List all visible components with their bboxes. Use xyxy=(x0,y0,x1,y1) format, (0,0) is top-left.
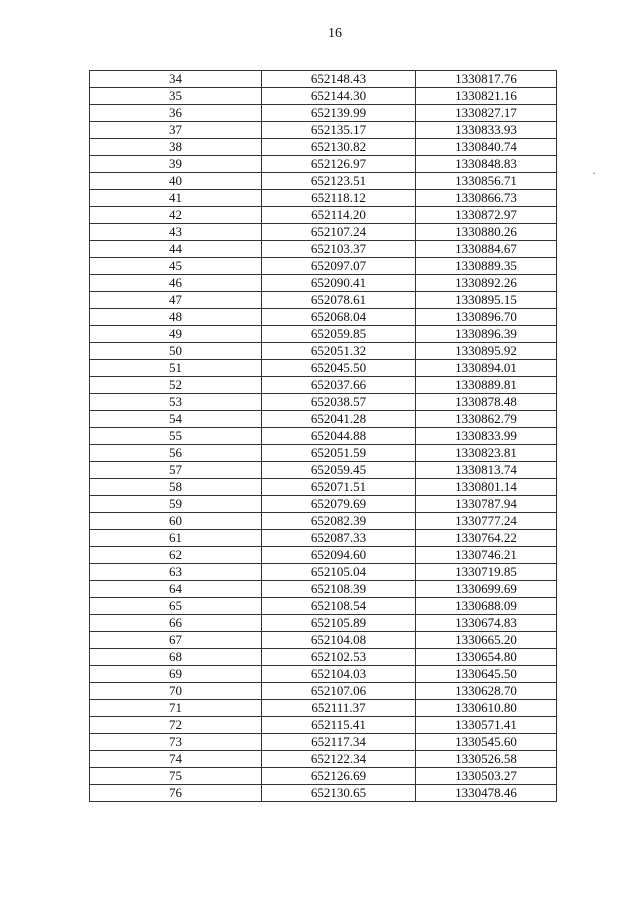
y-coordinate-cell: 1330896.70 xyxy=(416,309,557,326)
y-coordinate-cell: 1330746.21 xyxy=(416,547,557,564)
table-row xyxy=(90,360,557,377)
point-number-cell: 35 xyxy=(90,88,262,105)
point-number-cell: 58 xyxy=(90,479,262,496)
x-coordinate-cell: 652126.69 xyxy=(262,768,416,785)
table-row xyxy=(90,598,557,615)
point-number-cell: 56 xyxy=(90,445,262,462)
point-number-cell: 50 xyxy=(90,343,262,360)
y-coordinate-cell: 1330895.92 xyxy=(416,343,557,360)
x-coordinate-cell: 652104.03 xyxy=(262,666,416,683)
table-row xyxy=(90,71,557,88)
x-coordinate-cell: 652094.60 xyxy=(262,547,416,564)
y-coordinate-cell: 1330862.79 xyxy=(416,411,557,428)
x-coordinate-cell: 652051.32 xyxy=(262,343,416,360)
y-coordinate-cell: 1330764.22 xyxy=(416,530,557,547)
y-coordinate-cell: 1330821.16 xyxy=(416,88,557,105)
point-number-cell: 47 xyxy=(90,292,262,309)
x-coordinate-cell: 652105.89 xyxy=(262,615,416,632)
table-row xyxy=(90,462,557,479)
point-number-cell: 60 xyxy=(90,513,262,530)
x-coordinate-cell: 652107.24 xyxy=(262,224,416,241)
x-coordinate-cell: 652051.59 xyxy=(262,445,416,462)
point-number-cell: 59 xyxy=(90,496,262,513)
x-coordinate-cell: 652068.04 xyxy=(262,309,416,326)
point-number-cell: 44 xyxy=(90,241,262,258)
table-row xyxy=(90,513,557,530)
x-coordinate-cell: 652041.28 xyxy=(262,411,416,428)
y-coordinate-cell: 1330801.14 xyxy=(416,479,557,496)
point-number-cell: 37 xyxy=(90,122,262,139)
table-row xyxy=(90,343,557,360)
y-coordinate-cell: 1330777.24 xyxy=(416,513,557,530)
y-coordinate-cell: 1330880.26 xyxy=(416,224,557,241)
point-number-cell: 46 xyxy=(90,275,262,292)
x-coordinate-cell: 652059.85 xyxy=(262,326,416,343)
point-number-cell: 55 xyxy=(90,428,262,445)
y-coordinate-cell: 1330699.69 xyxy=(416,581,557,598)
point-number-cell: 65 xyxy=(90,598,262,615)
y-coordinate-cell: 1330827.17 xyxy=(416,105,557,122)
y-coordinate-cell: 1330813.74 xyxy=(416,462,557,479)
table-row xyxy=(90,258,557,275)
table-row xyxy=(90,394,557,411)
point-number-cell: 45 xyxy=(90,258,262,275)
table-row xyxy=(90,615,557,632)
point-number-cell: 53 xyxy=(90,394,262,411)
point-number-cell: 48 xyxy=(90,309,262,326)
x-coordinate-cell: 652059.45 xyxy=(262,462,416,479)
y-coordinate-cell: 1330654.80 xyxy=(416,649,557,666)
table-row xyxy=(90,564,557,581)
table-row xyxy=(90,530,557,547)
point-number-cell: 66 xyxy=(90,615,262,632)
point-number-cell: 67 xyxy=(90,632,262,649)
y-coordinate-cell: 1330895.15 xyxy=(416,292,557,309)
y-coordinate-cell: 1330645.50 xyxy=(416,666,557,683)
table-row xyxy=(90,241,557,258)
x-coordinate-cell: 652108.54 xyxy=(262,598,416,615)
point-number-cell: 39 xyxy=(90,156,262,173)
table-row xyxy=(90,547,557,564)
y-coordinate-cell: 1330719.85 xyxy=(416,564,557,581)
table-row xyxy=(90,649,557,666)
table-row xyxy=(90,122,557,139)
x-coordinate-cell: 652111.37 xyxy=(262,700,416,717)
x-coordinate-cell: 652090.41 xyxy=(262,275,416,292)
table-row xyxy=(90,700,557,717)
page-number: 16 xyxy=(328,26,342,41)
point-number-cell: 74 xyxy=(90,751,262,768)
y-coordinate-cell: 1330817.76 xyxy=(416,71,557,88)
x-coordinate-cell: 652130.65 xyxy=(262,785,416,802)
table-row xyxy=(90,411,557,428)
table-row xyxy=(90,734,557,751)
y-coordinate-cell: 1330833.93 xyxy=(416,122,557,139)
x-coordinate-cell: 652108.39 xyxy=(262,581,416,598)
x-coordinate-cell: 652117.34 xyxy=(262,734,416,751)
y-coordinate-cell: 1330866.73 xyxy=(416,190,557,207)
y-coordinate-cell: 1330823.81 xyxy=(416,445,557,462)
coordinates-table-body xyxy=(90,71,557,802)
coordinates-table xyxy=(89,70,557,802)
x-coordinate-cell: 652037.66 xyxy=(262,377,416,394)
point-number-cell: 38 xyxy=(90,139,262,156)
table-row xyxy=(90,88,557,105)
y-coordinate-cell: 1330665.20 xyxy=(416,632,557,649)
table-row xyxy=(90,785,557,802)
table-row xyxy=(90,190,557,207)
point-number-cell: 72 xyxy=(90,717,262,734)
point-number-cell: 49 xyxy=(90,326,262,343)
point-number-cell: 41 xyxy=(90,190,262,207)
table-row xyxy=(90,751,557,768)
point-number-cell: 75 xyxy=(90,768,262,785)
x-coordinate-cell: 652097.07 xyxy=(262,258,416,275)
x-coordinate-cell: 652103.37 xyxy=(262,241,416,258)
x-coordinate-cell: 652087.33 xyxy=(262,530,416,547)
point-number-cell: 64 xyxy=(90,581,262,598)
point-number-cell: 62 xyxy=(90,547,262,564)
point-number-cell: 40 xyxy=(90,173,262,190)
y-coordinate-cell: 1330833.99 xyxy=(416,428,557,445)
table-row xyxy=(90,207,557,224)
y-coordinate-cell: 1330503.27 xyxy=(416,768,557,785)
table-row xyxy=(90,105,557,122)
point-number-cell: 43 xyxy=(90,224,262,241)
table-row xyxy=(90,224,557,241)
x-coordinate-cell: 652148.43 xyxy=(262,71,416,88)
y-coordinate-cell: 1330478.46 xyxy=(416,785,557,802)
x-coordinate-cell: 652139.99 xyxy=(262,105,416,122)
y-coordinate-cell: 1330889.35 xyxy=(416,258,557,275)
x-coordinate-cell: 652082.39 xyxy=(262,513,416,530)
table-row xyxy=(90,292,557,309)
x-coordinate-cell: 652126.97 xyxy=(262,156,416,173)
table-row xyxy=(90,666,557,683)
y-coordinate-cell: 1330688.09 xyxy=(416,598,557,615)
table-row xyxy=(90,173,557,190)
x-coordinate-cell: 652045.50 xyxy=(262,360,416,377)
table-row xyxy=(90,581,557,598)
y-coordinate-cell: 1330892.26 xyxy=(416,275,557,292)
y-coordinate-cell: 1330526.58 xyxy=(416,751,557,768)
x-coordinate-cell: 652107.06 xyxy=(262,683,416,700)
y-coordinate-cell: 1330848.83 xyxy=(416,156,557,173)
y-coordinate-cell: 1330610.80 xyxy=(416,700,557,717)
x-coordinate-cell: 652123.51 xyxy=(262,173,416,190)
y-coordinate-cell: 1330840.74 xyxy=(416,139,557,156)
x-coordinate-cell: 652071.51 xyxy=(262,479,416,496)
point-number-cell: 57 xyxy=(90,462,262,479)
table-row xyxy=(90,139,557,156)
stray-mark: · xyxy=(592,166,596,180)
table-row xyxy=(90,377,557,394)
table-row xyxy=(90,683,557,700)
y-coordinate-cell: 1330872.97 xyxy=(416,207,557,224)
x-coordinate-cell: 652115.41 xyxy=(262,717,416,734)
point-number-cell: 69 xyxy=(90,666,262,683)
table-row xyxy=(90,309,557,326)
table-row xyxy=(90,768,557,785)
y-coordinate-cell: 1330787.94 xyxy=(416,496,557,513)
table-row xyxy=(90,275,557,292)
y-coordinate-cell: 1330889.81 xyxy=(416,377,557,394)
y-coordinate-cell: 1330628.70 xyxy=(416,683,557,700)
point-number-cell: 42 xyxy=(90,207,262,224)
x-coordinate-cell: 652078.61 xyxy=(262,292,416,309)
x-coordinate-cell: 652122.34 xyxy=(262,751,416,768)
y-coordinate-cell: 1330894.01 xyxy=(416,360,557,377)
x-coordinate-cell: 652102.53 xyxy=(262,649,416,666)
table-row xyxy=(90,428,557,445)
point-number-cell: 76 xyxy=(90,785,262,802)
point-number-cell: 36 xyxy=(90,105,262,122)
table-row xyxy=(90,445,557,462)
point-number-cell: 34 xyxy=(90,71,262,88)
table-row xyxy=(90,326,557,343)
x-coordinate-cell: 652114.20 xyxy=(262,207,416,224)
x-coordinate-cell: 652135.17 xyxy=(262,122,416,139)
point-number-cell: 68 xyxy=(90,649,262,666)
table-row xyxy=(90,156,557,173)
point-number-cell: 51 xyxy=(90,360,262,377)
table-row xyxy=(90,496,557,513)
point-number-cell: 52 xyxy=(90,377,262,394)
point-number-cell: 71 xyxy=(90,700,262,717)
table-row xyxy=(90,632,557,649)
y-coordinate-cell: 1330896.39 xyxy=(416,326,557,343)
y-coordinate-cell: 1330878.48 xyxy=(416,394,557,411)
x-coordinate-cell: 652038.57 xyxy=(262,394,416,411)
point-number-cell: 70 xyxy=(90,683,262,700)
x-coordinate-cell: 652144.30 xyxy=(262,88,416,105)
point-number-cell: 54 xyxy=(90,411,262,428)
x-coordinate-cell: 652130.82 xyxy=(262,139,416,156)
y-coordinate-cell: 1330884.67 xyxy=(416,241,557,258)
x-coordinate-cell: 652118.12 xyxy=(262,190,416,207)
table-row xyxy=(90,479,557,496)
y-coordinate-cell: 1330856.71 xyxy=(416,173,557,190)
y-coordinate-cell: 1330571.41 xyxy=(416,717,557,734)
x-coordinate-cell: 652044.88 xyxy=(262,428,416,445)
table-row xyxy=(90,717,557,734)
x-coordinate-cell: 652104.08 xyxy=(262,632,416,649)
point-number-cell: 73 xyxy=(90,734,262,751)
x-coordinate-cell: 652079.69 xyxy=(262,496,416,513)
point-number-cell: 63 xyxy=(90,564,262,581)
y-coordinate-cell: 1330545.60 xyxy=(416,734,557,751)
x-coordinate-cell: 652105.04 xyxy=(262,564,416,581)
point-number-cell: 61 xyxy=(90,530,262,547)
y-coordinate-cell: 1330674.83 xyxy=(416,615,557,632)
